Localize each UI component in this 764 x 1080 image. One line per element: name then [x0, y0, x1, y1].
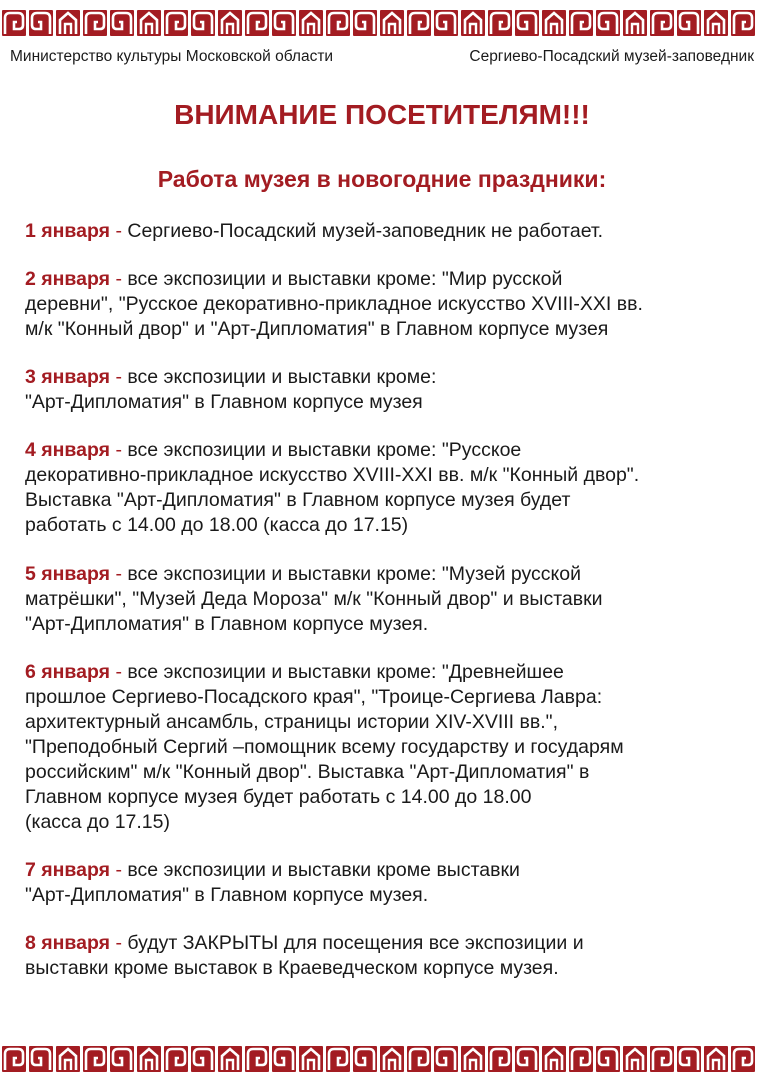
entry-line	[25, 365, 745, 390]
schedule-entry	[25, 858, 745, 908]
ornament-tile-icon	[272, 10, 296, 36]
entry-text: м/к "Конный двор" и "Арт-Дипломатия" в Главном корпусе музея	[25, 318, 609, 340]
ornament-tile-icon	[83, 1046, 107, 1072]
page-subtitle: Работа музея в новогодние праздники:	[157, 166, 607, 192]
ornament-tile-icon	[488, 10, 512, 36]
ornament-tile-icon	[731, 1046, 755, 1072]
entry-date: 4 января	[25, 439, 111, 461]
entry-text: будут ЗАКРЫТЫ для посещения все экспозиции и	[121, 932, 584, 954]
ornament-tile-icon	[569, 1046, 593, 1072]
entry-text: матрёшки", "Музей Деда Мороза" м/к "Конный двор" и выставки	[25, 588, 603, 610]
entry-text: декоративно-прикладное искусство XVIII-XXI вв. м/к "Конный двор".	[25, 464, 640, 486]
entry-text: прошлое Сергиево-Посадского края", "Троице-Сергиева Лавра:	[25, 686, 603, 708]
ornament-tile-icon	[110, 1046, 134, 1072]
ornament-tile-icon	[29, 1046, 53, 1072]
ornament-tile-icon	[434, 1046, 458, 1072]
header	[10, 48, 754, 66]
schedule-entry	[25, 267, 745, 342]
ornament-tile-icon	[731, 10, 755, 36]
entry-line	[25, 858, 745, 883]
ornament-tile-icon	[407, 1046, 431, 1072]
entry-line	[25, 463, 745, 488]
bottom-ornament-border	[0, 1046, 764, 1074]
entry-text: Главном корпусе музея будет работать с 14.00 до 18.00	[25, 786, 532, 808]
ornament-tile-icon	[542, 1046, 566, 1072]
ornament-tile-icon	[677, 1046, 701, 1072]
ornament-tile-icon	[83, 10, 107, 36]
ornament-tile-icon	[596, 1046, 620, 1072]
entry-line	[25, 760, 745, 785]
entry-date: 2 января	[25, 268, 111, 290]
entry-dash: -	[110, 859, 122, 881]
entry-line	[25, 438, 745, 463]
ornament-tile-icon	[353, 10, 377, 36]
ornament-tile-icon	[2, 10, 26, 36]
entry-text: российским" м/к "Конный двор". Выставка "Арт-Дипломатия" в	[25, 761, 590, 783]
entry-line	[25, 735, 745, 760]
entry-date: 8 января	[25, 932, 111, 954]
schedule-entry	[25, 365, 745, 415]
ornament-tile-icon	[137, 10, 161, 36]
ornament-tile-icon	[434, 10, 458, 36]
ornament-tile-icon	[218, 10, 242, 36]
ministry-label: Министерство культуры Московской области	[10, 48, 334, 65]
ornament-tile-icon	[488, 1046, 512, 1072]
entry-dash: -	[110, 268, 122, 290]
entry-text: все экспозиции и выставки кроме: "Мир русской	[121, 268, 563, 290]
entry-line	[25, 219, 745, 244]
entry-text: "Преподобный Сергий –помощник всему государству и государям	[25, 736, 624, 758]
ornament-tile-icon	[704, 1046, 728, 1072]
entry-line	[25, 931, 745, 956]
ornament-tile-icon	[272, 1046, 296, 1072]
ornament-tile-icon	[380, 1046, 404, 1072]
ornament-tile-icon	[326, 1046, 350, 1072]
entry-text: все экспозиции и выставки кроме:	[121, 366, 437, 388]
page-title: ВНИМАНИЕ ПОСЕТИТЕЛЯМ!!!	[174, 99, 590, 130]
ornament-tile-icon	[299, 10, 323, 36]
ornament-tile-icon	[326, 10, 350, 36]
ornament-tile-icon	[191, 1046, 215, 1072]
ornament-tile-icon	[353, 1046, 377, 1072]
entry-line	[25, 883, 745, 908]
ornament-tile-icon	[56, 10, 80, 36]
ornament-tile-icon	[569, 10, 593, 36]
entry-text: все экспозиции и выставки кроме: "Музей русской	[121, 563, 582, 585]
ornament-tile-icon	[623, 10, 647, 36]
entry-text: "Арт-Дипломатия" в Главном корпусе музея	[25, 391, 423, 413]
ornament-tile-icon	[110, 10, 134, 36]
entry-line	[25, 488, 745, 513]
entry-date: 3 января	[25, 366, 111, 388]
ornament-tile-icon	[461, 10, 485, 36]
entry-text: (касса до 17.15)	[25, 811, 170, 833]
entry-dash: -	[110, 932, 122, 954]
entry-line	[25, 562, 745, 587]
entry-dash: -	[110, 366, 122, 388]
ornament-tile-icon	[596, 10, 620, 36]
ornament-tile-icon	[191, 10, 215, 36]
entry-line	[25, 685, 745, 710]
entry-text: выставки кроме выставок в Краеведческом корпусе музея.	[25, 957, 559, 979]
ornament-tile-icon	[245, 10, 269, 36]
top-ornament-border	[0, 10, 764, 38]
ornament-tile-icon	[623, 1046, 647, 1072]
schedule-entry	[25, 438, 745, 538]
entry-dash: -	[110, 220, 122, 242]
ornament-tile-icon	[461, 1046, 485, 1072]
ornament-tile-icon	[137, 1046, 161, 1072]
ornament-tile-icon	[164, 10, 188, 36]
entry-date: 1 января	[25, 220, 111, 242]
entry-date: 5 января	[25, 563, 111, 585]
ornament-tile-icon	[29, 10, 53, 36]
schedule-entry	[25, 219, 745, 244]
schedule-entry	[25, 562, 745, 637]
ornament-tile-icon	[650, 10, 674, 36]
entry-line	[25, 267, 745, 292]
entry-line	[25, 956, 745, 981]
entry-text: Выставка "Арт-Дипломатия" в Главном корпусе музея будет	[25, 489, 571, 511]
entry-line	[25, 785, 745, 810]
entry-text: работать с 14.00 до 18.00 (касса до 17.15)	[25, 514, 409, 536]
entry-text: деревни", "Русское декоративно-прикладное искусство XVIII-XXI вв.	[25, 293, 643, 315]
entry-text: все экспозиции и выставки кроме выставки	[121, 859, 520, 881]
entry-line	[25, 587, 745, 612]
ornament-tile-icon	[704, 10, 728, 36]
schedule-entry	[25, 660, 745, 835]
entry-line	[25, 710, 745, 735]
entry-line	[25, 612, 745, 637]
schedule-entry	[25, 931, 745, 981]
schedule-list	[25, 219, 745, 981]
ornament-tile-icon	[650, 1046, 674, 1072]
entry-dash: -	[110, 439, 122, 461]
ornament-tile-icon	[542, 10, 566, 36]
ornament-tile-icon	[56, 1046, 80, 1072]
entry-line	[25, 317, 745, 342]
entry-text: все экспозиции и выставки кроме: "Древнейшее	[121, 661, 564, 683]
ornament-tile-icon	[380, 10, 404, 36]
entry-text: Сергиево-Посадский музей-заповедник не работает.	[121, 220, 604, 242]
entry-line	[25, 660, 745, 685]
ornament-tile-icon	[407, 10, 431, 36]
entry-line	[25, 390, 745, 415]
ornament-tile-icon	[299, 1046, 323, 1072]
entry-date: 6 января	[25, 661, 111, 683]
entry-line	[25, 513, 745, 538]
ornament-tile-icon	[245, 1046, 269, 1072]
ornament-tile-icon	[515, 1046, 539, 1072]
entry-dash: -	[110, 563, 122, 585]
entry-line	[25, 810, 745, 835]
museum-label: Сергиево-Посадский музей-заповедник	[469, 48, 754, 65]
ornament-tile-icon	[2, 1046, 26, 1072]
entry-text: "Арт-Дипломатия" в Главном корпусе музея.	[25, 884, 429, 906]
entry-date: 7 января	[25, 859, 111, 881]
ornament-tile-icon	[515, 10, 539, 36]
entry-text: "Арт-Дипломатия" в Главном корпусе музея.	[25, 613, 429, 635]
ornament-tile-icon	[677, 10, 701, 36]
entry-text: архитектурный ансамбль, страницы истории XIV-XVIII вв.",	[25, 711, 558, 733]
entry-line	[25, 292, 745, 317]
entry-dash: -	[110, 661, 122, 683]
ornament-tile-icon	[218, 1046, 242, 1072]
ornament-tile-icon	[164, 1046, 188, 1072]
entry-text: все экспозиции и выставки кроме: "Русское	[121, 439, 522, 461]
